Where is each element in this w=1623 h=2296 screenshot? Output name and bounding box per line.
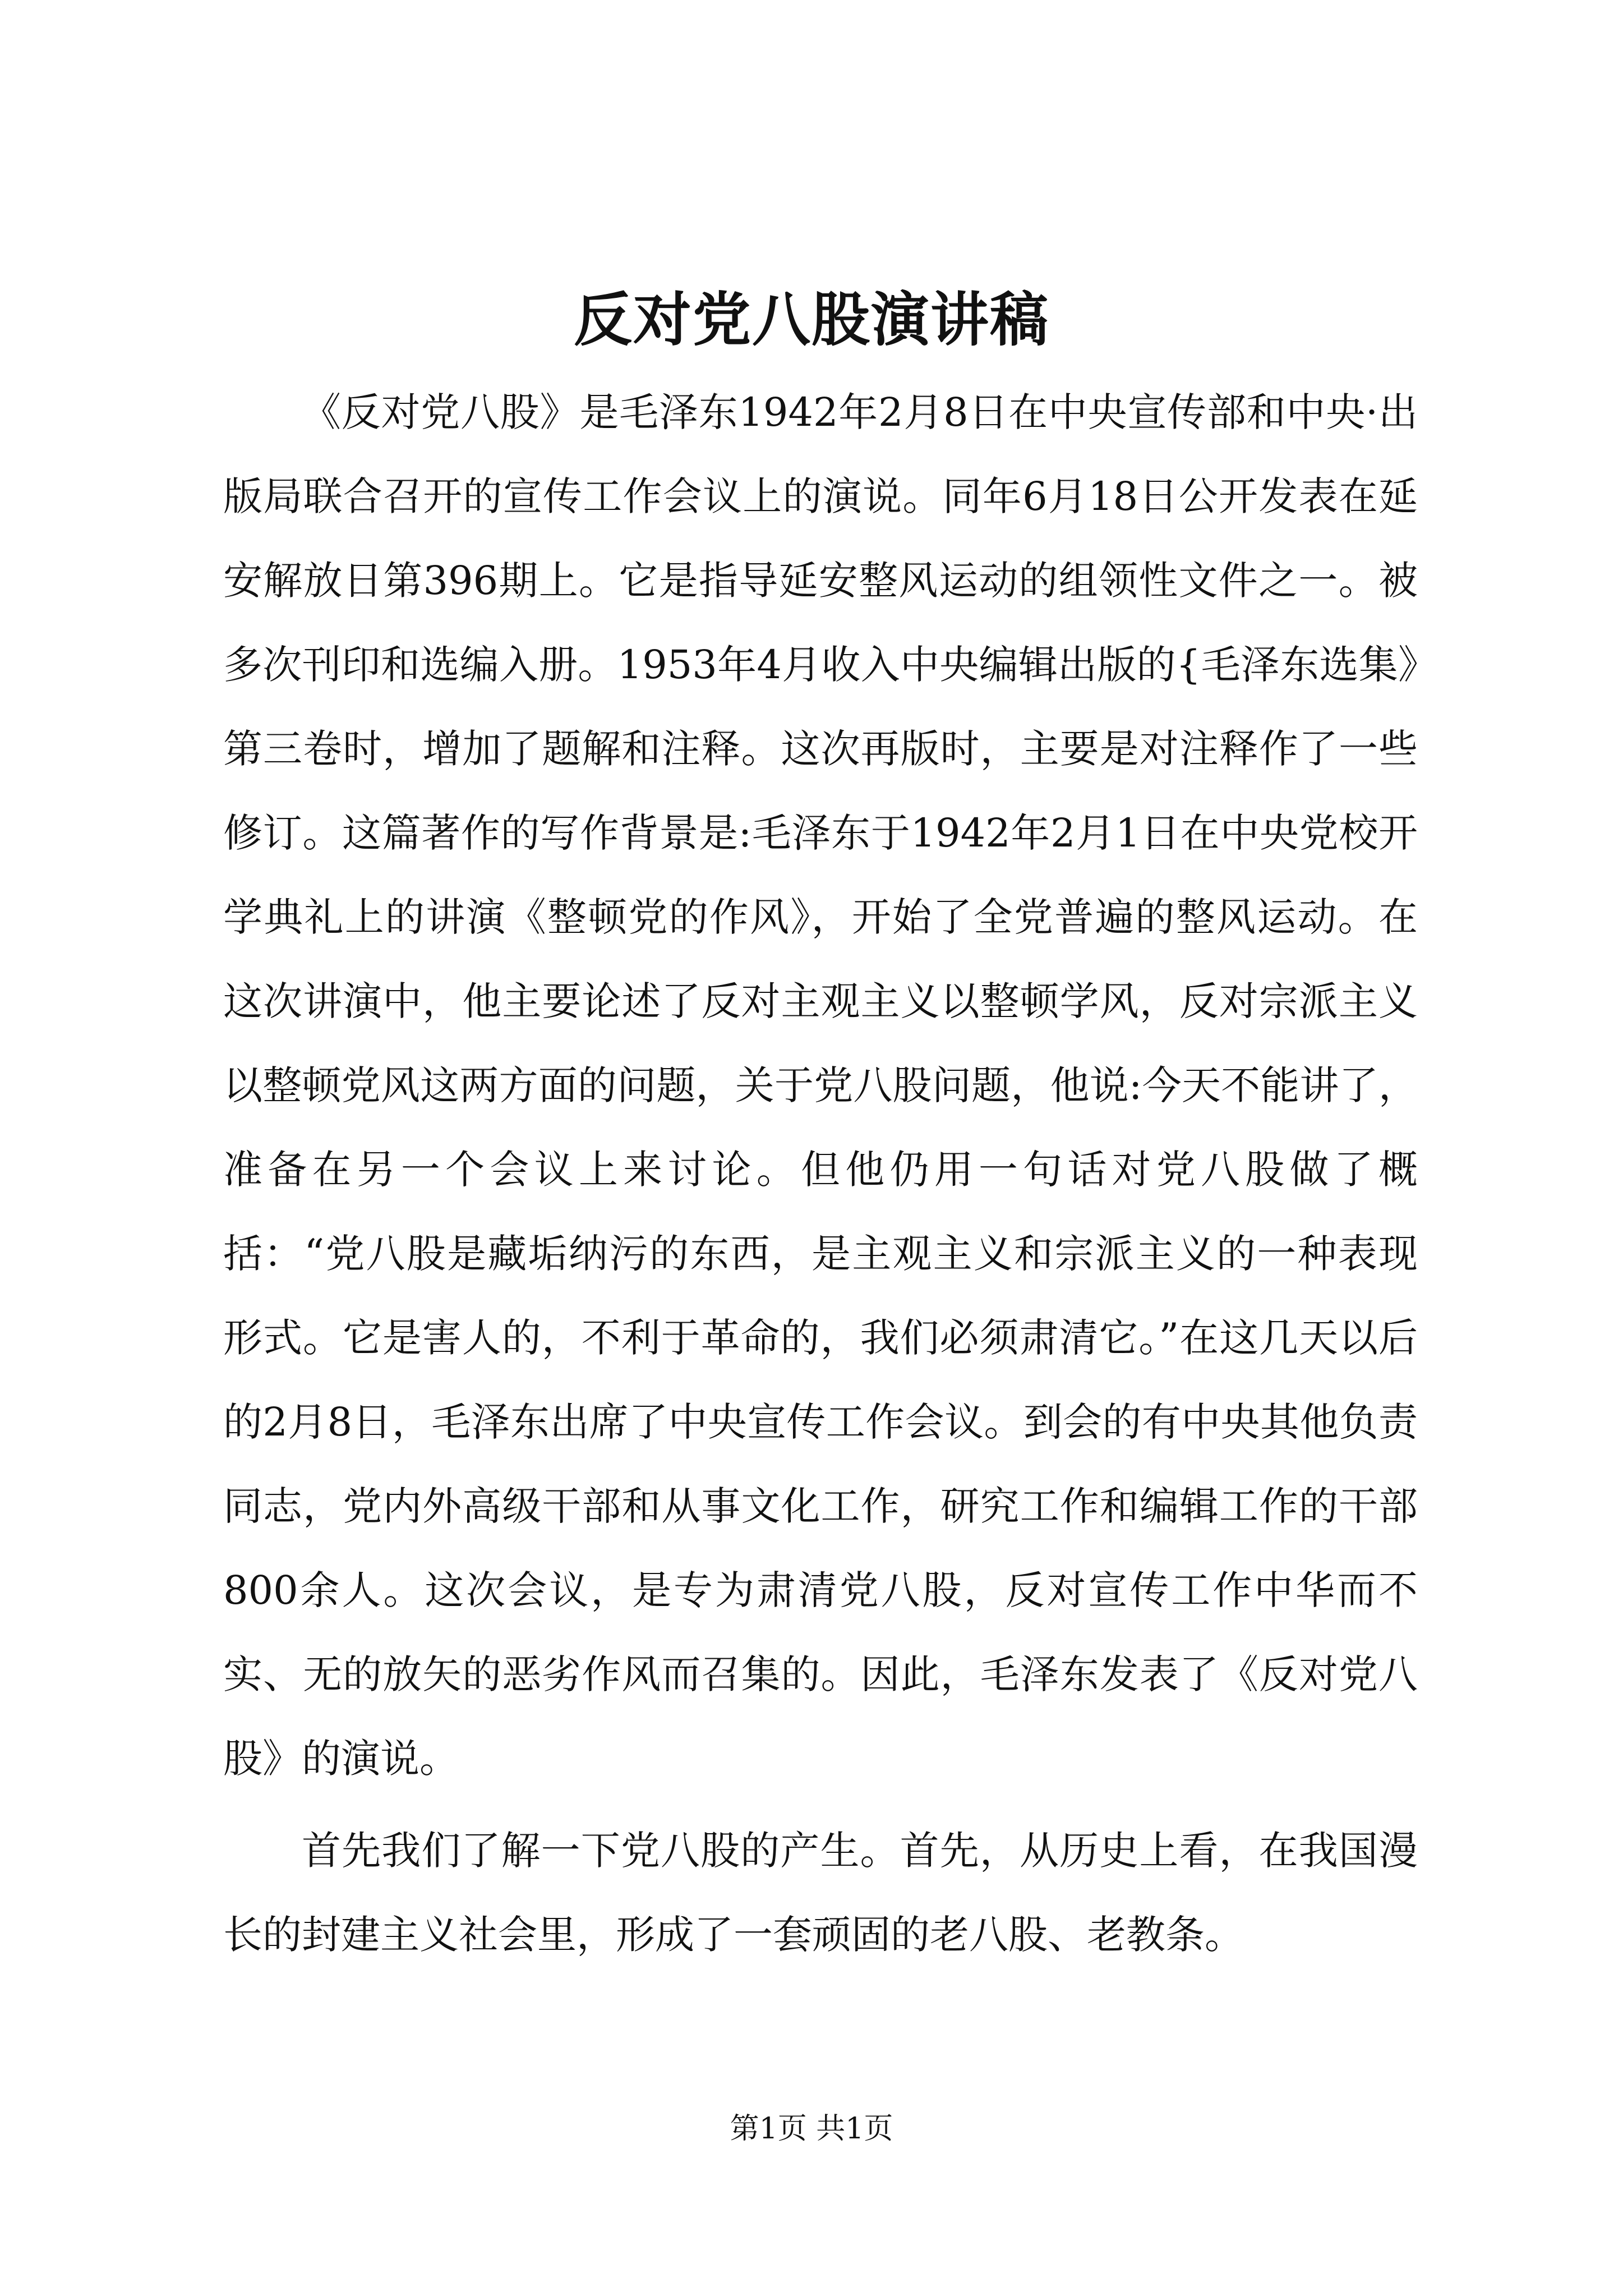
page-footer: 第1页 共1页 <box>730 2112 893 2146</box>
paragraph-1: 《反对党八股》是毛泽东1942年2月8日在中央宣传部和中央·出版局联合召开的宣传工作会议上的演说。同年6月18日公开发表在延安解放日第396期上。它是指导延安整风运动的组领性文件之一。被多次刊印和选编入册。1953年4月收入中央编辑出版的{毛泽东选集》第三卷时，增加了题解和注释。这次再版时，主要是对注释作了一些修订。这篇著作的写作背景是:毛泽东于1942年2月1日在中央党校开学典礼上的讲演《整顿党的作风》，开始了全党普遍的整风运动。在这次讲演中，他主要论述了反对主观主义以整顿学风，反对宗派主义以整顿党风这两方面的问题，关于党八股问题，他说:今天不能讲了，准备在另一个会议上来讨论。但他仍用一句话对党八股做了概括：“党八股是藏垢纳污的东西，是主观主义和宗派主义的一种表现形式。它是害人的，不利于革命的，我们必须肃清它。”在这几天以后的2月8日，毛泽东出席了中央宣传工作会议。到会的有中央其他负责同志，党内外高级干部和从事文化工作，研究工作和编辑工作的干部800余人。这次会议，是专为肃清党八股，反对宣传工作中华而不实、无的放矢的恶劣作风而召集的。因此，毛泽东发表了《反对党八股》的演说。 <box>223 389 1418 1782</box>
document-body <box>223 370 1418 1985</box>
document-title: 反对党八股演讲稿 <box>573 285 1049 354</box>
paragraph-2: 首先我们了解一下党八股的产生。首先，从历史上看，在我国漫长的封建主义社会里，形成了一套顽固的老八股、老教条。 <box>223 1828 1418 1958</box>
